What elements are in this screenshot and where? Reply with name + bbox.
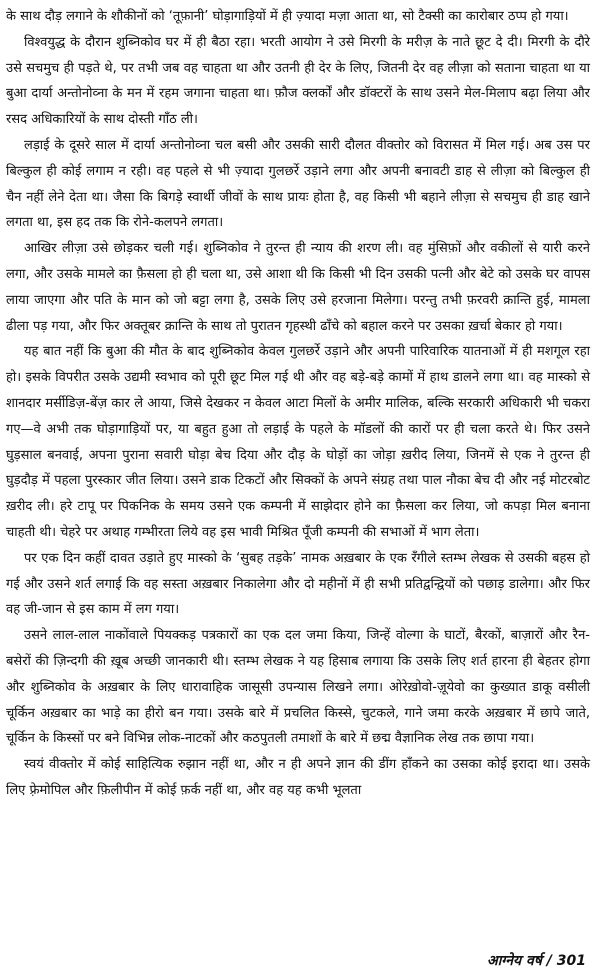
paragraph: उसने लाल-लाल नाकोंवाले पियक्कड़ पत्रकारों का एक दल जमा किया, जिन्हें वोल्गा के घाटों, बैरकों, बाज़ारों और रैन-बसेरों की ज़िन्दगी की ख़ूब अच्छी जानकारी थी। स्तम्भ लेखक ने यह हिसाब लगाया कि उसके लिए शर्त हारना ही बेहतर होगा और शुब्निकोव के अख़बार के लिए धारावाहिक जासूसी उपन्यास लिखने लगा। ओरेख़ोवो-ज़ूयेवो का कुख्यात डाकू वसीली चूर्किन अख़बार का भाड़े का हीरो बन गया। उसके बारे में प्रचलित किस्से, चुटकले, गाने जमा करके अख़बार में छापे जाते, चूर्किन के किस्सों पर बने विभिन्न लोक-नाटकों और कठपुतली तमाशों के बारे में छद्म वैज्ञानिक लेख तक छापा गया। [6, 628, 590, 747]
page-number: 301 [556, 953, 586, 969]
paragraph: यह बात नहीं कि बुआ की मौत के बाद शुब्निकोव केवल गुलछर्रे उड़ाने और अपनी पारिवारिक यातनाओं में ही मशगूल रहा हो। इसके विपरीत उसके उद्यमी स्वभाव को पूरी छूट मिल गई थी और वह बड़े-बड़े कामों में हाथ डालने लगा था। वह मास्को से शानदार मर्सीडिज़-बेंज़ कार ले आया, जिसे देखकर न केवल आटा मिलों के अमीर मालिक, बल्कि सरकारी अधिकारी भी चकरा गए—वे अभी तक घोड़ागाड़ियों पर, या बहुत हुआ तो लड़ाई के पहले के मॉडलों की कारों पर ही चला करते थे। फिर उसने घुड़साल बनवाई, अपना पुराना सवारी घोड़ा बेच दिया और दौड़ के घोड़ों का जोड़ा ख़रीद लिया, जिनमें से एक ने तुरन्त ही घुड़दौड़ में पहला पुरस्कार जीत लिया। उसने डाक टिकटों और सिक्कों के अपने संग्रह तथा पाल नौका बेच दी और नई मोटरबोट ख़रीद ली। हरे टापू पर पिकनिक के समय उसने एक कम्पनी में साझेदार होने का फ़ैसला कर लिया, जो कपड़ा मिल बनाना चाहती थी। चेहरे पर अथाह गम्भीरता लिये वह इस भावी मिश्रित पूँजी कम्पनी की सभाओं में भाग लेता। [6, 344, 590, 540]
paragraph-continuation: के साथ दौड़ लगाने के शौकीनों को ‘तूफ़ानी’ घोड़ागाड़ियों में ही ज़्यादा मज़ा आता था, सो टैक्सी का कारोबार ठप्प हो गया। [6, 9, 569, 24]
paragraph: विश्वयुद्ध के दौरान शुब्निकोव घर में ही बैठा रहा। भरती आयोग ने उसे मिरगी के मरीज़ के नाते छूट दे दी। मिरगी के दौरे उसे सचमुच ही पड़ते थे, पर तभी जब वह चाहता था और उतनी ही देर के लिए, जितनी देर वह लीज़ा को सताना चाहता था या बुआ दार्या अन्तोनोव्ना के मन में रहम जगाना चाहता था। फ़ौज क्लर्कों और डॉक्टरों के साथ उसने मेल-मिलाप बढ़ा लिया और रसद अधिकारियों के साथ दोस्ती गाँठ ली। [6, 34, 590, 128]
paragraph: पर एक दिन कहीं दावत उड़ाते हुए मास्को के ‘सुबह तड़के’ नामक अख़बार के एक रँगीले स्तम्भ लेखक से उसकी बहस हो गई और उसने शर्त लगाई कि वह सस्ता अख़बार निकालेगा और दो महीनों में ही सभी प्रतिद्वन्द्वियों को पछाड़ डालेगा। और फिर वह जी-जान से इस काम में लग गया। [6, 550, 590, 618]
page-footer [487, 951, 586, 970]
paragraph: आखिर लीज़ा उसे छोड़कर चली गई। शुब्निकोव ने तुरन्त ही न्याय की शरण ली। वह मुंसिफ़ों और वकीलों से यारी करने लगा, और उसके मामले का फ़ैसला हो ही चला था, उसे आशा थी कि किसी भी दिन उसकी पत्नी और बेटे को उसके घर वापस लाया जाएगा और पति के मान को जो बट्टा लगा है, उसके लिए उसे हरजाना मिलेगा। परन्तु तभी फ़रवरी क्रान्ति हुई, मामला ढीला पड़ गया, और फिर अक्तूबर क्रान्ति के साथ तो पुरातन गृहस्थी ढाँचे को बहाल करने पर उसका ख़र्चा बेकार हो गया। [6, 241, 590, 334]
paragraph: लड़ाई के दूसरे साल में दार्या अन्तोनोव्ना चल बसी और उसकी सारी दौलत वीक्तोर को विरासत में मिल गई। अब उस पर बिल्कुल ही कोई लगाम न रही। वह पहले से भी ज़्यादा गुलछर्रे उड़ाने लगा और अपनी बनावटी डाह से लीज़ा को बिल्कुल ही चैन नहीं लेने देता था। जैसा कि बिगड़े स्वार्थी जीवों के साथ प्रायः होता है, वह किसी भी बहाने लीज़ा से सचमुच ही डाह खाने लगता था, इस हद तक कि रोने-कलपने लगता। [6, 137, 590, 231]
footer-separator: / [546, 953, 552, 969]
running-title: आग्नेय वर्ष [487, 953, 542, 969]
paragraph: स्वयं वीक्तोर में कोई साहित्यिक रुझान नहीं था, और न ही अपने ज्ञान की डींग हाँकने का उसका कोई इरादा था। उसके लिए फ़्रेमोपिल और फ़िलीपीन में कोई फ़र्क नहीं था, और वह यह कभी भूलता [6, 757, 590, 798]
